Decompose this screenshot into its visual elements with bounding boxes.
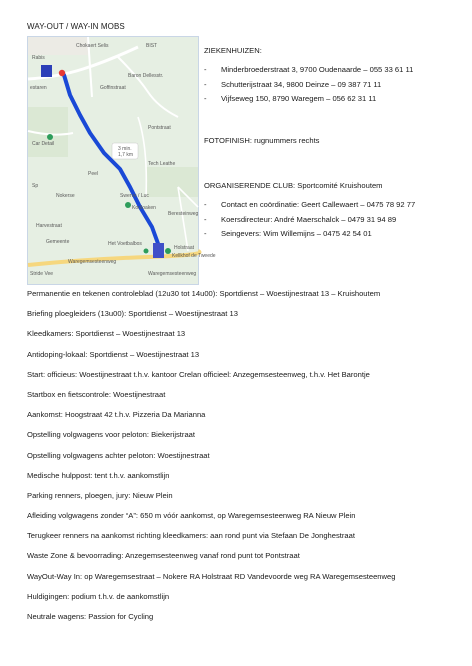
map-label: Het Voetbalbos [108,241,142,247]
distance-time: 3 min. [118,146,132,152]
info-line: Antidoping-lokaal: Sportdienst – Woestijnestraat 13 [27,349,200,359]
info-line: Neutrale wagens: Passion for Cycling [27,612,154,621]
info-lines [27,288,395,631]
list-item: - Schutterijstraat 34, 9800 Deinze – 09 387 71 11 [204,80,413,89]
info-line: Parking renners, ploegen, jury: Nieuw Plein [27,490,173,500]
info-line: Kleedkamers: Sportdienst – Woestijnestraat 13 [27,329,186,339]
map-label: Swerve / Luc [120,193,149,199]
map-label: Goffinstraat [100,85,126,91]
map-label: Kellkhof de Tweede [172,253,216,259]
redacted-marker-icon [153,243,164,258]
poi-marker-icon [125,202,131,208]
info-line: Waste Zone & bevoorrading: Anzegemsesteenweg vanaf rond punt tot Pontstraat [27,551,300,561]
info-line: Opstelling volgwagens achter peloton: Woestijnestraat [27,450,210,460]
list-item: - Contact en coördinatie: Geert Callewaert – 0475 78 92 77 [204,200,415,209]
info-line: Huldigingen: podium t.h.v. de aankomstlijn [27,591,170,601]
map-label: Waregemsesteenweg [68,259,117,265]
map-label: Sp [32,183,39,189]
map-label: Peel [88,171,99,177]
fotofinish-text: FOTOFINISH: rugnummers rechts [204,136,320,145]
start-pin-icon [59,70,65,76]
list-item: - Vijfseweg 150, 8790 Waregem – 056 62 31 11 [204,94,413,103]
page-title: WAY-OUT / WAY-IN MOBS [27,22,125,31]
list-item: - Minderbroederstraat 3, 9700 Oudenaarde – 055 33 61 11 [204,65,413,74]
map-label: Baron Dellesstr. [128,73,164,79]
poi-marker-icon [144,249,149,254]
info-line: WayOut-Way In: op Waregemsestraat – Nokere RA Holstraat RD Vandevoorde weg RA Waregemsesteenweg [27,571,396,581]
map-label: Pontstraat [148,125,171,131]
info-line: Medische hulppost: tent t.h.v. aankomstlijn [27,470,170,480]
poi-marker-icon [165,248,171,254]
map-label: BIST [146,43,158,49]
info-line: Start: officieus: Woestijnestraat t.h.v. kantoor Crelan officieel: Anzegemsesteenweg, t.h.v. Het Barontje [27,369,370,379]
route-map[interactable] [27,36,216,285]
ziekenhuizen-section [204,46,413,109]
map-label: Car Detail [32,141,55,147]
map-label: Nokerse [56,193,75,199]
info-line: Opstelling volgwagens voor peloton: Biekerijstraat [27,430,195,440]
redacted-marker-icon [41,65,52,77]
distance-km: 1,7 km [118,152,134,158]
list-item: - Seingevers: Wim Willemijns – 0475 42 54 01 [204,229,415,238]
list-item: - Koersdirecteur: André Maerschalck – 0479 31 94 89 [204,215,415,224]
ziekenhuizen-heading: ZIEKENHUIZEN: [204,46,262,55]
map-label: Tech Leathe [148,161,176,167]
info-line: Terugkeer renners na aankomst richting kleedkamers: aan rond punt via Stefaan De Jonghestraat [27,531,355,541]
info-line: Aankomst: Hoogstraat 42 t.h.v. Pizzeria Da Marianna [27,410,206,420]
info-line: Afleiding volgwagens zonder “A”: 650 m vóór aankomst, op Waregemsesteenweg RA Nieuw Plein [27,511,356,521]
map-label: Rabis [32,55,45,61]
map-park-area [146,167,198,197]
map-canvas [28,37,216,284]
ziekenhuizen-list [204,65,413,103]
map-label: estaren [30,85,47,91]
map-label: Waregemsesteenweg [148,271,197,277]
info-line: Briefing ploegleiders (13u00): Sportdienst – Woestijnestraat 13 [27,309,238,319]
organisatie-list [204,200,415,238]
map-label: Kortloaken [132,205,156,211]
poi-marker-icon [47,134,53,140]
map-label: Holstraat [174,245,195,251]
map-label: Beresteinweg [168,211,199,217]
info-line: Startbox en fietscontrole: Woestijnestraat [27,389,166,399]
map-label: Harvestraat [36,223,62,229]
map-label: Stride Vee [30,271,54,277]
map-label: Chokaert Selis [76,43,109,49]
organisatie-section [204,181,415,244]
map-label: Gemeente [46,239,70,245]
organisatie-heading: ORGANISERENDE CLUB: Sportcomité Kruishoutem [204,181,383,190]
info-line: Permanentie en tekenen controleblad (12u30 tot 14u00): Sportdienst – Woestijnestraat 13 – Kruishoutem [27,289,381,298]
